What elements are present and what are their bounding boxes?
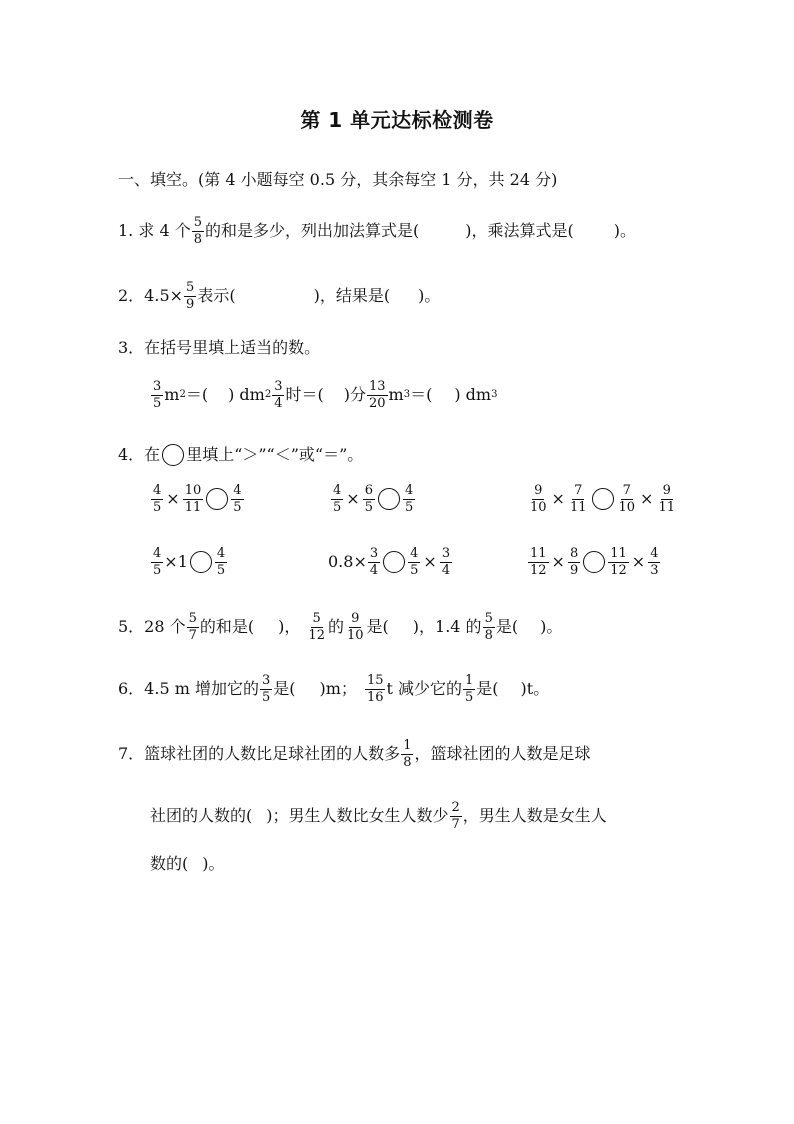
fraction <box>568 484 589 514</box>
frac-den: 5 <box>216 562 226 578</box>
page-title: 第 1 单元达标检测卷 <box>300 108 494 132</box>
frac-num: 5 <box>193 215 202 230</box>
q7-text-g: 数的( <box>150 854 189 873</box>
question-2 <box>118 281 440 311</box>
q7-text-h: )。 <box>202 854 225 873</box>
frac-den: 5 <box>333 499 342 515</box>
fraction <box>440 547 452 577</box>
question-6 <box>118 674 549 704</box>
fraction <box>463 674 475 704</box>
q1-text-b: 的和是多少，列出加法算式是( <box>205 221 420 241</box>
fraction <box>365 674 386 704</box>
q4-item-3 <box>527 484 678 514</box>
times-sign: × <box>631 552 646 572</box>
frac-den: 8 <box>484 627 493 643</box>
section-heading <box>118 172 557 188</box>
frac-num: 2 <box>451 800 460 815</box>
question-1 <box>118 216 636 246</box>
frac-num: 1 <box>403 738 412 753</box>
q7-text-b: ，篮球社团的人数是足球 <box>414 744 591 764</box>
q7-text-a: 7．篮球社团的人数比足球社团的人数多 <box>118 744 401 764</box>
frac-num: 7 <box>574 483 583 498</box>
q4-text-b: 里填上“＞”“＜”或“＝”。 <box>186 445 364 464</box>
compare-circle-input[interactable] <box>383 551 405 573</box>
q3-unit-m: m <box>164 385 180 405</box>
compare-circle-input[interactable] <box>583 551 605 573</box>
times-sign: × <box>640 489 654 509</box>
frac-den: 9 <box>186 296 195 312</box>
q2-text-d: )。 <box>418 286 441 306</box>
fraction <box>483 612 495 642</box>
frac-den: 10 <box>346 627 364 643</box>
fraction <box>151 484 163 514</box>
frac-num: 15 <box>366 673 384 688</box>
question-7-line-3 <box>150 856 225 872</box>
frac-den: 12 <box>610 562 627 578</box>
frac-num: 5 <box>484 611 493 626</box>
q2-text-a: 2．4.5× <box>118 286 184 306</box>
q4-item-1 <box>150 484 245 514</box>
frac-den: 20 <box>368 395 386 411</box>
frac-den: 4 <box>274 395 283 411</box>
frac-num: 6 <box>364 483 373 498</box>
q6-text-g: )t。 <box>520 679 550 699</box>
frac-den: 10 <box>618 499 636 515</box>
frac-num: 3 <box>261 673 271 688</box>
frac-num: 4 <box>404 483 414 498</box>
times-sign: × <box>346 489 360 509</box>
frac-num: 10 <box>184 483 202 498</box>
question-7-line-1 <box>118 739 590 769</box>
q5-text-i: )。 <box>540 617 563 637</box>
frac-num: 13 <box>368 379 386 394</box>
times-sign: × <box>551 552 565 572</box>
q3-hour: 时＝( <box>285 385 324 405</box>
q6-text-c: )m； <box>319 679 357 699</box>
frac-num: 5 <box>188 611 197 626</box>
q4-item-5 <box>328 547 453 577</box>
fraction <box>450 801 462 831</box>
frac-num: 4 <box>153 483 162 498</box>
fraction <box>656 484 677 514</box>
fraction <box>608 547 629 577</box>
fraction <box>331 484 343 514</box>
frac-den: 10 <box>530 499 547 515</box>
frac-den: 5 <box>153 562 162 578</box>
frac-den: 5 <box>233 499 242 515</box>
frac-num: 4 <box>333 483 342 498</box>
frac-num: 3 <box>441 546 451 561</box>
q3-items: $\frac{3}{5}$ m 2 ＝( ) dm 2 $\frac{3}{4}$ 时＝( )分 $\frac{13}{20}$ m 3 ＝( ) dm 3 <box>153 379 498 411</box>
frac-num: 4 <box>650 546 659 561</box>
question-7-line-2 <box>150 801 607 831</box>
compare-circle-input[interactable] <box>378 488 400 510</box>
fraction <box>345 612 366 642</box>
fraction <box>187 612 199 642</box>
q3-fraction-2 <box>272 380 284 410</box>
section-text: 一、填空。(第 4 小题每空 0.5 分，其余每空 1 分，共 24 分) <box>118 170 558 189</box>
frac-den: 5 <box>261 689 271 705</box>
compare-circle-input[interactable] <box>206 488 228 510</box>
frac-den: 11 <box>569 499 587 515</box>
frac-num: 3 <box>274 379 283 394</box>
frac-num: 7 <box>622 483 631 498</box>
times-sign: × <box>551 489 565 509</box>
q1-fraction <box>192 216 204 246</box>
q5-text-d: 的 <box>327 617 344 637</box>
compare-circle-input[interactable] <box>592 488 614 510</box>
frac-num: 3 <box>369 546 379 561</box>
q3-text: 3．在括号里填上适当的数。 <box>118 338 321 357</box>
q4-text-a: 4．在 <box>118 445 161 464</box>
frac-num: 5 <box>312 611 321 626</box>
question-3 <box>118 340 320 356</box>
q5-text-g: )，1.4 的 <box>412 617 482 637</box>
frac-den: 12 <box>308 627 325 643</box>
q2-fraction <box>184 281 196 311</box>
fraction <box>183 484 204 514</box>
frac-den: 16 <box>366 689 384 705</box>
frac-den: 7 <box>188 627 197 643</box>
q6-text-a: 6．4.5 m 增加它的 <box>118 679 259 699</box>
q6-text-d: t 减少它的 <box>386 679 463 699</box>
q5-text-e: 是( <box>366 617 389 637</box>
fraction <box>363 484 375 514</box>
frac-den: 12 <box>530 562 547 578</box>
frac-den: 5 <box>153 395 162 411</box>
fraction <box>368 547 380 577</box>
frac-den: 3 <box>650 562 659 578</box>
q3-unit-dm: ) dm <box>454 385 492 405</box>
q5-text-a: 5．28 个 <box>118 617 186 637</box>
q7-text-e: ，男生人数是女生人 <box>462 806 607 826</box>
frac-num: 4 <box>233 483 242 498</box>
frac-den: 4 <box>441 562 451 578</box>
frac-num: 11 <box>610 546 627 561</box>
fraction <box>151 547 163 577</box>
frac-den: 4 <box>369 562 379 578</box>
q5-text-b: 的和是( <box>199 617 255 637</box>
decimal-times: 0.8× <box>328 552 367 572</box>
q2-text-c: )，结果是( <box>313 286 391 306</box>
fraction <box>528 547 549 577</box>
q4-item-6 <box>527 547 661 577</box>
q7-text-c: 社团的人数的( <box>150 806 253 826</box>
frac-num: 5 <box>186 280 195 295</box>
fraction <box>648 547 660 577</box>
frac-num: 4 <box>153 546 162 561</box>
frac-den: 7 <box>451 816 460 832</box>
fraction <box>528 484 549 514</box>
compare-circle-input[interactable] <box>190 551 212 573</box>
question-5 <box>118 612 562 642</box>
fraction <box>617 484 638 514</box>
q1-text-c: )，乘法算式是( <box>465 221 574 241</box>
frac-den: 5 <box>465 689 474 705</box>
compare-circle <box>162 444 184 466</box>
frac-num: 9 <box>534 483 543 498</box>
question-4 <box>118 444 363 466</box>
fraction <box>215 547 227 577</box>
q1-text-d: )。 <box>613 221 636 241</box>
q6-text-e: 是( <box>476 679 499 699</box>
frac-den: 5 <box>410 562 419 578</box>
frac-den: 8 <box>403 754 412 770</box>
fraction <box>231 484 243 514</box>
q3-unit-m: m <box>388 385 404 405</box>
q3-fraction-3 <box>367 380 388 410</box>
q4-item-2 <box>330 484 416 514</box>
frac-den: 11 <box>184 499 202 515</box>
frac-num: 11 <box>530 546 547 561</box>
frac-den: 9 <box>569 562 579 578</box>
fraction <box>260 674 272 704</box>
q7-text-d: )；男生人数比女生人数少 <box>266 806 449 826</box>
fraction <box>401 739 413 769</box>
frac-num: 3 <box>153 379 162 394</box>
fraction <box>403 484 415 514</box>
times-sign: × <box>423 552 437 572</box>
q5-text-h: 是( <box>495 617 519 637</box>
fraction <box>408 547 420 577</box>
times-sign: × <box>166 489 180 509</box>
frac-num: 4 <box>410 546 419 561</box>
q3-eq: ＝( <box>410 385 433 405</box>
q3-eq: ＝( <box>185 385 209 405</box>
frac-num: 9 <box>662 483 671 498</box>
fraction <box>306 612 327 642</box>
q6-text-b: 是( <box>273 679 296 699</box>
q5-text-c: )， <box>278 617 301 637</box>
times-one: ×1 <box>164 552 188 572</box>
frac-den: 5 <box>364 499 373 515</box>
frac-num: 4 <box>216 546 226 561</box>
frac-den: 5 <box>153 499 162 515</box>
frac-den: 11 <box>658 499 675 515</box>
q3-minute: )分 <box>343 385 366 405</box>
frac-den: 8 <box>193 231 202 247</box>
q1-text-a: 1. 求 4 个 <box>118 221 191 241</box>
frac-num: 1 <box>465 673 474 688</box>
q4-item-4 <box>150 547 228 577</box>
frac-num: 9 <box>351 611 360 626</box>
frac-num: 8 <box>569 546 579 561</box>
fraction <box>568 547 580 577</box>
frac-den: 5 <box>404 499 414 515</box>
q3-unit-dm: ) dm <box>228 385 265 405</box>
q3-fraction-1 <box>151 380 163 410</box>
q2-text-b: 表示( <box>197 286 236 306</box>
